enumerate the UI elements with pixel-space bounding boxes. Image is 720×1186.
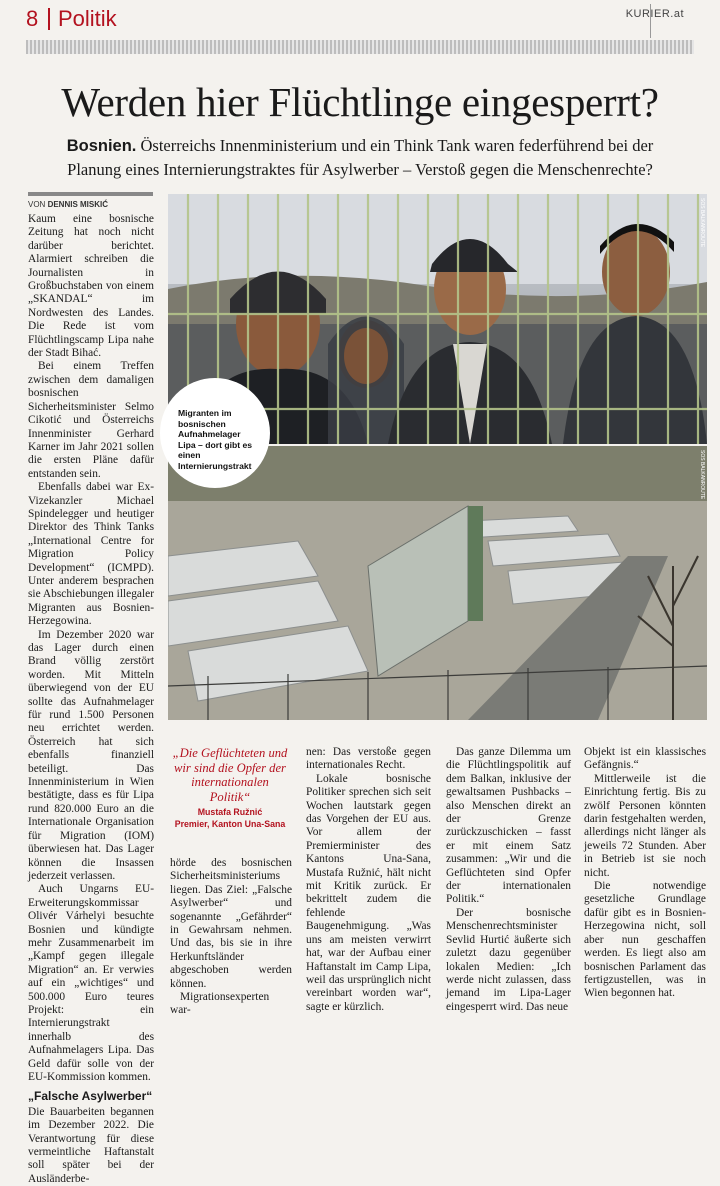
paragraph: hörde des bosnischen Sicherheitsministeriums liegen. Das Ziel: „Falsche Asylwerber“ und sogenannte „Gefährder“ in Gewahrsam nehmen. Und das, bis sie in ihre Herkunftsländer abgeschoben werden können. <box>170 857 292 990</box>
pull-quote-author: Mustafa Ružnić <box>197 807 263 817</box>
paragraph: Kaum eine bosnische Zeitung hat noch nicht darüber berichtet. Alarmiert schreiben die Journalisten in Großbuchstaben von einem „SKANDAL“ im Nordwesten des Landes. Die Rede ist vom Flüchtlingscamp Lipa nahe der Stadt Bihać. <box>28 213 154 360</box>
byline <box>28 200 108 209</box>
paragraph: Bei einem Treffen zwischen dem damaligen bosnischen Sicherheitsminister Selmo Cikotić und Österreichs Innenminister Gerhard Karner im Jahr 2021 sollen die ersten Pläne dafür entstanden sein. <box>28 360 154 480</box>
paragraph: Mittlerweile ist die Einrichtung fertig. Bis zu zwölf Personen könnten darin festgehalten werden, allerdings nicht länger als jeweils 72 Stunden. Aber in Betrieb ist sie noch nicht. <box>584 772 706 879</box>
paragraph: nen: Das verstoße gegen internationales Recht. <box>306 746 431 772</box>
paragraph: Der bosnische Menschenrechtsminister Sevlid Hurtić äußerte sich zuletzt dazu gegenüber lokalen Medien: „Ich werde nicht zulassen, dass jemand im Lipa-Lager eingesperrt wird. Das neue <box>446 906 571 1013</box>
deck-text: Österreichs Innenministerium und ein Think Tank waren federführend bei der Planung eines Internierungstraktes für Asylwerber – Verstoß gegen die Menschenrechte? <box>67 136 654 179</box>
deck-kicker: Bosnien. <box>66 137 137 155</box>
byline-author: DENNIS MISKIĆ <box>47 200 109 209</box>
byline-prefix: VON <box>28 200 48 209</box>
photo-caption: Migranten im bosnischen Aufnahmelager Lipa – dort gibt es einen Internierungstrakt <box>160 378 270 488</box>
paragraph: Migrationsexperten war- <box>170 991 270 1017</box>
masthead <box>0 0 720 36</box>
article-column-4 <box>446 746 571 1014</box>
paragraph: Auch Ungarns EU-Erweiterungskommissar Olivér Várhelyi besuchte Bosnien und kündigte mehr Zusammenarbeit im „Kampf gegen illegale Migration“ an. Er verwies auf ein „wichtiges“ und 500.000 Euro teures Projekt: ein Internierungstrakt innerhalb des Aufnahmelagers Lipa. Das Geld dafür solle von der EU-Kommission kommen. <box>28 883 154 1083</box>
article-column-3 <box>306 746 431 1014</box>
paragraph: Objekt ist ein klassisches Gefängnis.“ <box>584 746 706 772</box>
paragraph: Die notwendige gesetzliche Grundlage dafür gibt es in Bosnien-Herzegowina nicht, soll aber nun geschaffen werden. Es liegt also am bosnischen Parlament das fertigzustellen, was in Wien begonnen hat. <box>584 880 706 1000</box>
deck <box>40 134 680 182</box>
photo-credit: SOS BALKANROUTE <box>699 450 705 500</box>
subheading: „Falsche Asylwerber“ <box>28 1089 153 1104</box>
paragraph: Ebenfalls dabei war Ex-Vizekanzler Michael Spindelegger und heutiger Direktor des Think Tanks „International Centre for Migration Policy Development“ (ICMPD). Unter anderem besprachen sie Abschiebungen illegaler Migranten aus Bosnien-Herzegowina. <box>28 481 154 628</box>
pull-quote-role: Premier, Kanton Una-Sana <box>174 819 286 829</box>
page-number: 8 <box>26 6 39 31</box>
paragraph: Die Bauarbeiten begannen im Dezember 2022. Die Verantwortung für diese vermeintliche Haftanstalt soll später bei der Ausländerbe- <box>28 1105 154 1185</box>
brand-label: KURIER.at <box>625 8 684 20</box>
article-column-2 <box>170 857 292 1018</box>
article-column-1 <box>28 213 154 1186</box>
article-column-5 <box>584 746 706 1001</box>
headline: Werden hier Flüchtlinge eingesperrt? <box>61 79 659 125</box>
paragraph: Im Dezember 2020 war das Lager durch einen Brand völlig zerstört worden. Mit Mitteln überwiegend von der EU sollte das Aufnahmelager für rund 1.500 Personen neu errichtet werden. Österreich hat sich ebenfalls finanziell beteiligt. Das Innenministerium in Wien bestätigte, dass es für Lipa rund 820.000 Euro an die Internationale Organisation für Migration (IOM) überwiesen hat. Das Lager können die Insassen jederzeit verlassen. <box>28 628 154 882</box>
section-label: Politik <box>58 6 117 31</box>
photo-lipa-camp <box>168 446 707 720</box>
paragraph: Lokale bosnische Politiker sprechen sich seit Wochen lautstark gegen das Vorgehen der EU aus. Vor allem der Premierminister des Kantons Una-Sana, Mustafa Ružnić, hält nicht mit Kritik zurück. Er bekrittelt zudem die fehlende Baugenehmigung. „Was uns am meisten verwirrt hat, war der Aufbau einer Haftanstalt im Camp Lipa, weil das ursprünglich nicht vereinbart worden war“, sagte er kürzlich. <box>306 772 431 1013</box>
photo-camp-illustration <box>168 446 707 720</box>
masthead-divider <box>48 8 50 30</box>
byline-rule <box>28 192 153 196</box>
pull-quote-attribution <box>170 806 290 830</box>
paragraph: Das ganze Dilemma um die Flüchtlingspolitik auf dem Balkan, inklusive der gewaltsamen Pushbacks – also Menschen direkt an der Grenze zurückzuschicken – fasst er mit einem Satz zusammen: „Wir und die Geflüchteten sind Opfer der internationalen Politik.“ <box>446 746 571 906</box>
photo-credit: SOS BALKANROUTE <box>699 198 705 248</box>
header-hatch-band <box>26 40 694 54</box>
pull-quote: „Die Geflüchteten und wir sind die Opfer der internationalen Politik“ <box>172 746 288 804</box>
